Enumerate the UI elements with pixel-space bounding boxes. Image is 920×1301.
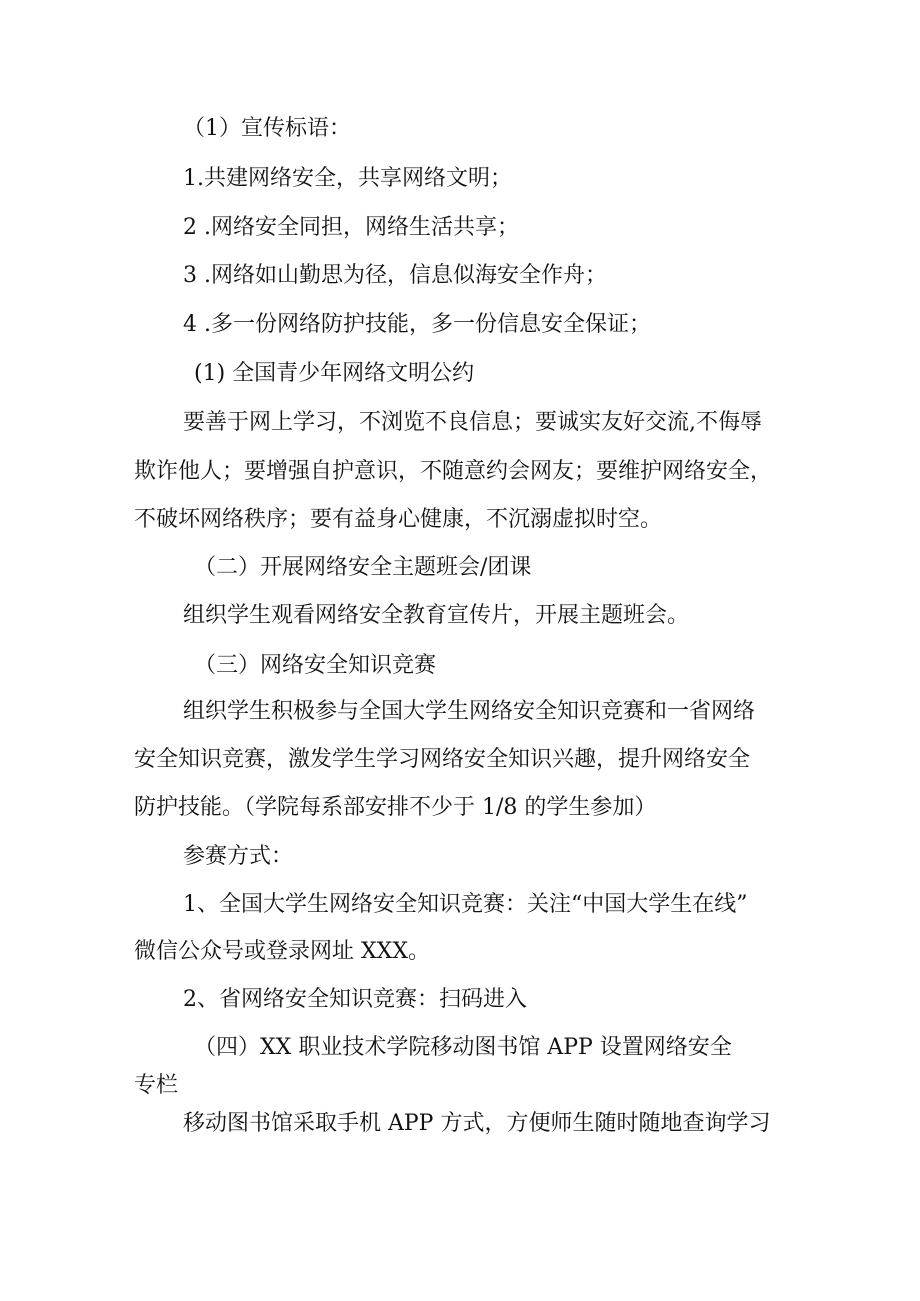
section3-text-line: 组织学生积极参与全国大学生网络安全知识竞赛和一省网络 [183, 699, 756, 724]
section3-text-line: 安全知识竞赛，激发学生学习网络安全知识兴趣，提升网络安全 [134, 747, 751, 772]
section3-heading: （三）网络安全知识竞赛 [194, 653, 437, 678]
convention-text-line: 要善于网上学习，不浏览不良信息；要诚实友好交流,不侮辱 [183, 410, 762, 435]
slogan-item: 2 .网络安全同担，网络生活共享； [183, 215, 519, 240]
section2-text: 组织学生观看网络安全教育宣传片，开展主题班会。 [183, 603, 690, 628]
convention-text-line: 欺诈他人；要增强自护意识，不随意约会网友；要维护网络安全， [134, 459, 773, 484]
convention-text-line: 不破坏网络秩序；要有益身心健康，不沉溺虚拟时空。 [134, 507, 663, 532]
section4-heading-line: （四）XX 职业技术学院移动图书馆 APP 设置网络安全 [194, 1035, 732, 1060]
method-heading: 参赛方式： [183, 844, 294, 869]
slogan-item: 1.共建网络安全，共享网络文明； [183, 166, 512, 191]
section4-text: 移动图书馆采取手机 APP 方式，方便师生随时随地查询学习 [183, 1111, 771, 1136]
method-2: 2、省网络安全知识竞赛：扫码进入 [183, 987, 527, 1012]
section3-text-line: 防护技能。（学院每系部安排不少于 1/8 的学生参加） [134, 795, 657, 820]
slogan-item: 4 .多一份网络防护技能，多一份信息安全保证； [183, 312, 651, 337]
convention-heading: (1) 全国青少年网络文明公约 [194, 361, 475, 386]
slogans-heading: （1）宣传标语： [183, 116, 351, 141]
section2-heading: （二）开展网络安全主题班会/团课 [194, 555, 532, 580]
method-1-line: 微信公众号或登录网址 XXX。 [134, 939, 430, 964]
section4-heading-line: 专栏 [134, 1073, 179, 1098]
slogan-item: 3 .网络如山勤思为径，信息似海安全作舟； [183, 263, 607, 288]
method-1-line: 1、全国大学生网络安全知识竞赛：关注“中国大学生在线” [183, 892, 748, 917]
